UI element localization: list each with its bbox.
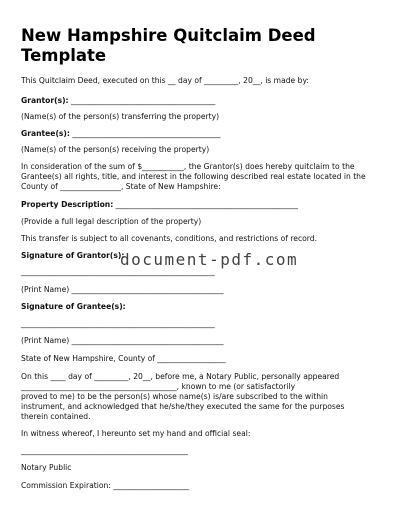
- grantee-signature-label: Signature of Grantee(s):: [21, 302, 126, 311]
- notary-signature-line: ____________________________________________: [21, 446, 189, 455]
- notary-text-line-5: therein contained.: [21, 412, 91, 421]
- witness-text: In witness whereof, I hereunto set my hand and official seal:: [21, 429, 251, 438]
- grantor-signature-line: ___________________________________________________: [21, 267, 215, 276]
- state-county-line: State of New Hampshire, County of __________________: [21, 354, 226, 363]
- grantor-note: (Name(s) of the person(s) transferring the property): [21, 112, 220, 121]
- property-blank: ________________________________________________: [113, 200, 298, 209]
- intro-text: This Quitclaim Deed, executed on this __ day of _________, 20__, is made by:: [21, 76, 309, 85]
- title-line-1: New Hampshire Quitclaim Deed: [21, 26, 316, 45]
- grantor-label: Grantor(s):: [21, 96, 69, 105]
- consideration-line-2: Grantee(s) all rights, title, and interest in the following described real estate located in the: [21, 172, 366, 181]
- grantee-field: [21, 129, 386, 140]
- notary-text-line-1: On this ____ day of _________, 20__, before me, a Notary Public, personally appeared: [21, 372, 340, 381]
- grantor-signature-label: Signature of Grantor(s):: [21, 251, 125, 260]
- consideration-line-1: In consideration of the sum of $___________, the Grantor(s) does hereby quitclaim to the: [21, 162, 355, 171]
- grantee-note: (Name(s) of the person(s) receiving the property): [21, 145, 210, 154]
- commission-expiration-line: Commission Expiration: ____________________: [21, 481, 190, 490]
- grantee-print-name: (Print Name) ________________________________________: [21, 336, 224, 345]
- notary-text-line-2: _________________________________________, known to me (or satisfactorily: [21, 382, 296, 391]
- notary-text-line-4: instrument, and acknowledged that he/she/they executed the same for the purposes: [21, 402, 345, 411]
- notary-text-line-3: proved to me) to be the person(s) whose name(s) is/are subscribed to the within: [21, 392, 328, 401]
- grantee-signature-line: ___________________________________________________: [21, 319, 215, 328]
- grantor-blank: ______________________________________: [68, 96, 216, 105]
- consideration-line-3: County of ________________, State of New Hampshire:: [21, 182, 221, 191]
- watermark-text: document-pdf.com: [120, 250, 299, 269]
- title-line-2: Template: [21, 46, 107, 65]
- grantee-label: Grantee(s):: [21, 129, 70, 138]
- covenants-text: This transfer is subject to all covenants, conditions, and restrictions of record.: [21, 234, 317, 243]
- grantee-blank: _______________________________________: [69, 129, 221, 138]
- property-label: Property Description:: [21, 200, 114, 209]
- grantor-print-name: (Print Name) ________________________________________: [21, 285, 224, 294]
- document-title: [21, 26, 391, 66]
- property-field: [21, 200, 386, 211]
- grantor-field: [21, 96, 386, 107]
- notary-public-label: Notary Public: [21, 463, 72, 472]
- property-note: (Provide a full legal description of the property): [21, 217, 202, 226]
